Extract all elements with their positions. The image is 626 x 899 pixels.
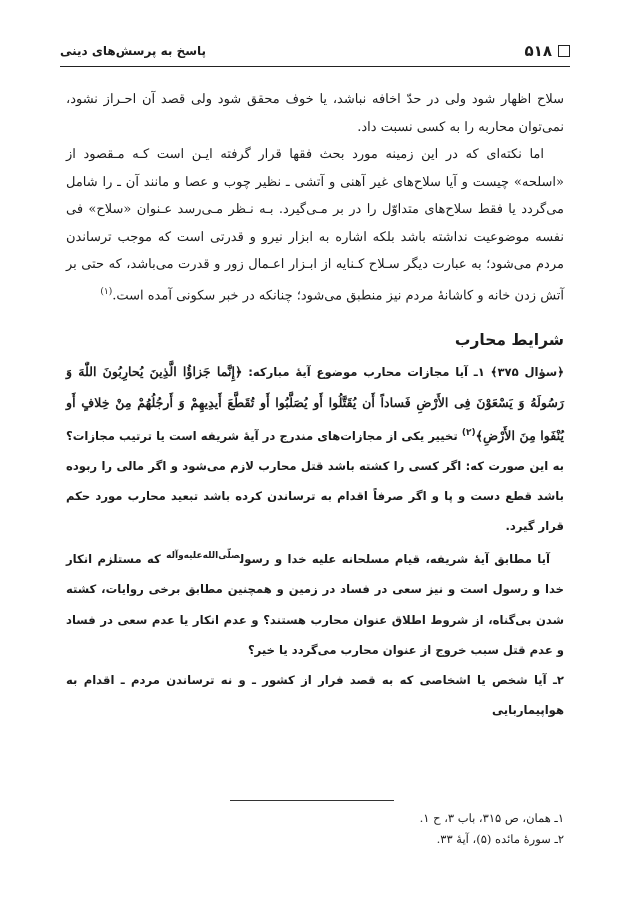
page-number: ۵۱۸	[524, 42, 552, 60]
footnotes	[230, 800, 564, 846]
footnote-1: ۱ـ همان، ص ۳۱۵، باب ۳، ح ۱.	[419, 811, 564, 825]
paragraph-2	[66, 141, 564, 309]
question-paragraph-2	[66, 541, 564, 665]
salawat-ligature: صلّی‌الله‌علیه‌وآله	[166, 551, 240, 562]
section-title: شرایط محارب	[454, 331, 564, 350]
footnote-ref-1[interactable]: (۱)	[100, 286, 113, 297]
quran-verse: ﴿إِنَّما جَزاؤُا الَّذِینَ یُحارِبُونَ اللّٰهَ وَ رَسُولَهُ وَ یَسْعَوْنَ فِی الأَرْضِ فَساداً أَن یُقَتَّلُوا أَو یُصَلَّبُوا أَو تُقَطَّعَ أَیدِیهِمْ وَ أَرجُلُهُمْ مِنْ خِلافٍ أَو یُنْفَوا مِنَ الأَرْضِ﴾	[66, 364, 564, 443]
paragraph-1: سلاح اظهار شود ولی در حدّ اخافه نباشد، یا خوف محقق شود ولی قصد آن احـراز نشود، نمی‌توان محاربه را به کسی نسبت داد.	[66, 92, 564, 135]
question-item-2: ۲ـ آیا شخص یا اشخاصی که به قصد فرار از کشور ـ و نه ترساندن مردم ـ اقدام به هواپیماربایی	[66, 673, 564, 718]
question-paragraph-2-start: آیا مطابق آیهٔ شریفه، قیام مسلحانه علیه خدا و رسول	[239, 552, 550, 567]
footnote-divider	[230, 800, 394, 801]
page-header	[60, 42, 570, 66]
page-number-block	[525, 42, 570, 60]
question-375	[66, 357, 564, 541]
question-rest: تخییر یکی از مجازات‌های مندرج در آیهٔ شریفه است یا ترتیب مجازات؟ به این صورت که: اگر کسی را کشته باشد قتل محارب لازم می‌شود و اگر مالی را ربوده باشد قطع دست و پا و اگر صرفاً اقدام به ترساندن کرده باشد تبعید محارب مورد حکم قرار گیرد.	[66, 428, 564, 534]
question-prefix: ﴿سؤال ۳۷۵﴾ ۱ـ آیا مجازات محارب موضوع آیهٔ مبارکه:	[242, 365, 564, 380]
footnote-ref-2[interactable]: (۲)	[461, 427, 476, 438]
question-paragraph-2-end: که مستلزم انکار خدا و رسول است و نیز سعی در فساد در زمین و همچنین مطابق برخی روایات، کشته شدن بی‌گناه، از شروط اطلاق عنوان محارب هستند؟ و عدم انکار یا عدم سعی در فساد و عدم قتل سبب خروج از عنوان محارب می‌گردد یا خیر؟	[66, 552, 564, 657]
header-divider	[60, 66, 570, 67]
footnote-2: ۲ـ سورهٔ مائده (۵)، آیهٔ ۳۳.	[436, 832, 564, 846]
running-title: پاسخ به پرسش‌های دینی	[60, 44, 207, 58]
paragraph-2-text: اما نکته‌ای که در این زمینه مورد بحث فقها قرار گرفته ایـن است کـه مـقصود از «اسلحه» چیست و آیا سلاح‌های غیر آهنی و آتشی ـ نظیر چوب و عصا و مانند آن ـ را شامل می‌گردد یا فقط سلاح‌های متداوّل را در بر مـی‌گیرد. بـه نـظر مـی‌رسد عـنوان «سلاح» فی نفسه موضوعیت نداشته باشد بلکه اشاره به ابزار نیرو و قدرتی است که موجب ترساندن مردم می‌شود؛ به عبارت دیگر سـلاح کـنایه از ابـزار اعـمال زور و قدرت می‌باشد، که حتی بر آتش زدن خانه و کاشانهٔ مردم نیز منطبق می‌شود؛ چنانکه در خبر سکونی آمده است.	[66, 147, 564, 303]
square-bullet-icon	[558, 45, 570, 57]
page-body	[66, 86, 564, 725]
footnote-list	[230, 808, 564, 850]
